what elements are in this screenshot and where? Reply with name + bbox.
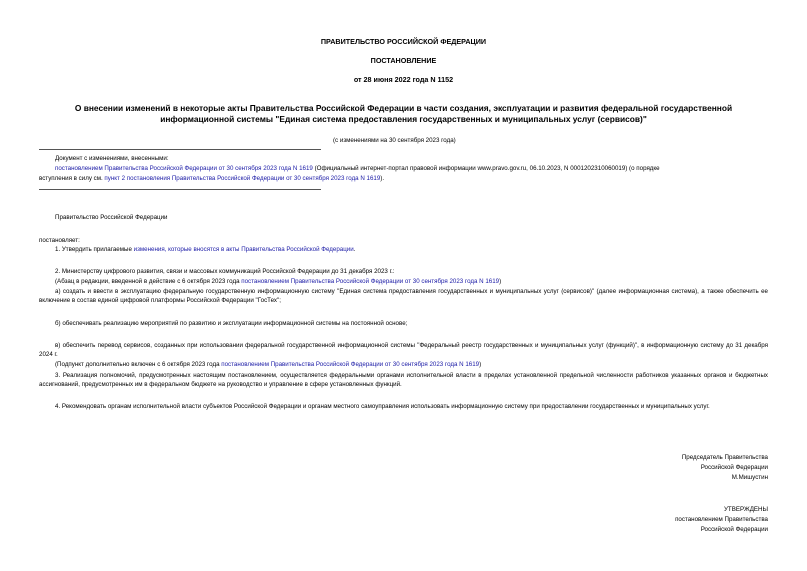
- amending-decree-link[interactable]: постановлением Правительства Российской Федерации от 30 сентября 2023 года N 1619: [55, 165, 313, 172]
- paragraph-2a-text: а) создать и ввести в эксплуатацию федеральную государственную информационную систему "Единая система предоставления государственных и муниципальных услуг (сервисов)" (далее информационная система), а также обеспечить ее включение в состав единой цифровой платформы Российской Федерации "ГосТех";: [39, 288, 768, 304]
- document-title-line2: информационной системы "Единая система предоставления государственных и муниципальных услуг (сервисов)": [160, 114, 647, 124]
- amended-note: (с изменениями на 30 сентября 2023 года): [333, 137, 456, 144]
- paragraph-1: [55, 246, 355, 254]
- paragraph-2c-note-end: ): [479, 361, 482, 368]
- paragraph-1-text: 1. Утвердить прилагаемые: [55, 246, 134, 253]
- paragraph-4-text: 4. Рекомендовать органам исполнительной власти субъектов Российской Федерации и органам местного самоуправления использовать информационную систему при предоставлении государственных и муниципальных услуг.: [55, 403, 710, 410]
- government-heading: ПРАВИТЕЛЬСТВО РОССИЙСКОЙ ФЕДЕРАЦИИ: [320, 37, 487, 46]
- intro-text: Правительство Российской Федерации: [55, 214, 168, 221]
- paragraph-2: 2. Министерству цифрового развития, связи и массовых коммуникаций Российской Федерации до 31 декабря 2023 г.:: [55, 268, 395, 275]
- paragraph-2b: б) обеспечивать реализацию мероприятий по развитию и эксплуатации информационной системы на постоянной основе;: [55, 320, 408, 327]
- paragraph-3-text: 3. Реализация полномочий, предусмотренных настоящим постановлением, осуществляется федеральными органами исполнительной власти в пределах установленной предельной численности работников указанных органов и бюджетных ассигнований, предусмотренных им в федеральном бюджете на руководство и управление в сфере установленных функций.: [39, 372, 768, 388]
- paragraph-2c-text: в) обеспечить перевод сервисов, созданных при использовании федеральной государственной информационной системы "Федеральный реестр государственных и муниципальных услуг (функций)", в информационную систему до 31 декабря 2024 г.: [39, 342, 768, 358]
- approved-heading: УТВЕРЖДЕНЫ: [724, 506, 768, 513]
- approved-by: постановлением Правительства: [675, 516, 768, 523]
- paragraph-1-end: .: [353, 246, 356, 253]
- document-date-number: от 28 июня 2022 года N 1152: [353, 75, 454, 84]
- signature-country: Российской Федерации: [700, 464, 768, 471]
- entry-into-force-link[interactable]: пункт 2 постановления Правительства Российской Федерации от 30 сентября 2023 года N 1619: [104, 175, 381, 182]
- separator-top: [39, 149, 321, 150]
- paragraph-2c-note-link[interactable]: постановлением Правительства Российской Федерации от 30 сентября 2023 года N 1619: [221, 361, 480, 368]
- changes-line2: [39, 175, 384, 183]
- approved-country: Российской Федерации: [700, 526, 768, 533]
- signature-position: Председатель Правительства: [681, 454, 768, 461]
- document-type: ПОСТАНОВЛЕНИЕ: [370, 56, 437, 65]
- document-title-line1: О внесении изменений в некоторые акты Правительства Российской Федерации в части создания, эксплуатации и развития федеральной государственной: [74, 103, 733, 113]
- paragraph-2c-note: [55, 361, 481, 369]
- changes-line1: [55, 165, 660, 173]
- paragraph-2-note-text: (Абзац в редакции, введенной в действие с 6 октября 2023 года: [55, 278, 242, 285]
- separator-bottom: [39, 189, 321, 190]
- paragraph-2c-note-text: (Подпункт дополнительно включен с 6 октября 2023 года: [55, 361, 222, 368]
- paragraph-2-note-link[interactable]: постановлением Правительства Российской Федерации от 30 сентября 2023 года N 1619: [241, 278, 500, 285]
- changes-source-text: (Официальный интернет-портал правовой информации www.pravo.gov.ru, 06.10.2023, N 0001202310060019) (о порядке: [312, 165, 660, 172]
- amendments-link[interactable]: изменения, которые вносятся в акты Правительства Российской Федерации: [133, 246, 354, 253]
- decree-word: постановляет:: [39, 237, 80, 244]
- paragraph-2c: [39, 341, 768, 359]
- paragraph-2-note: [55, 278, 501, 286]
- changes-entry-text: вступления в силу см.: [39, 175, 105, 182]
- changes-end-text: ).: [380, 175, 385, 182]
- paragraph-3: [39, 371, 768, 389]
- paragraph-2a: [39, 287, 768, 305]
- changes-heading: Документ с изменениями, внесенными:: [55, 155, 169, 162]
- paragraph-4: [39, 402, 768, 411]
- signature-name: М.Мишустин: [731, 474, 768, 481]
- paragraph-2-note-end: ): [499, 278, 502, 285]
